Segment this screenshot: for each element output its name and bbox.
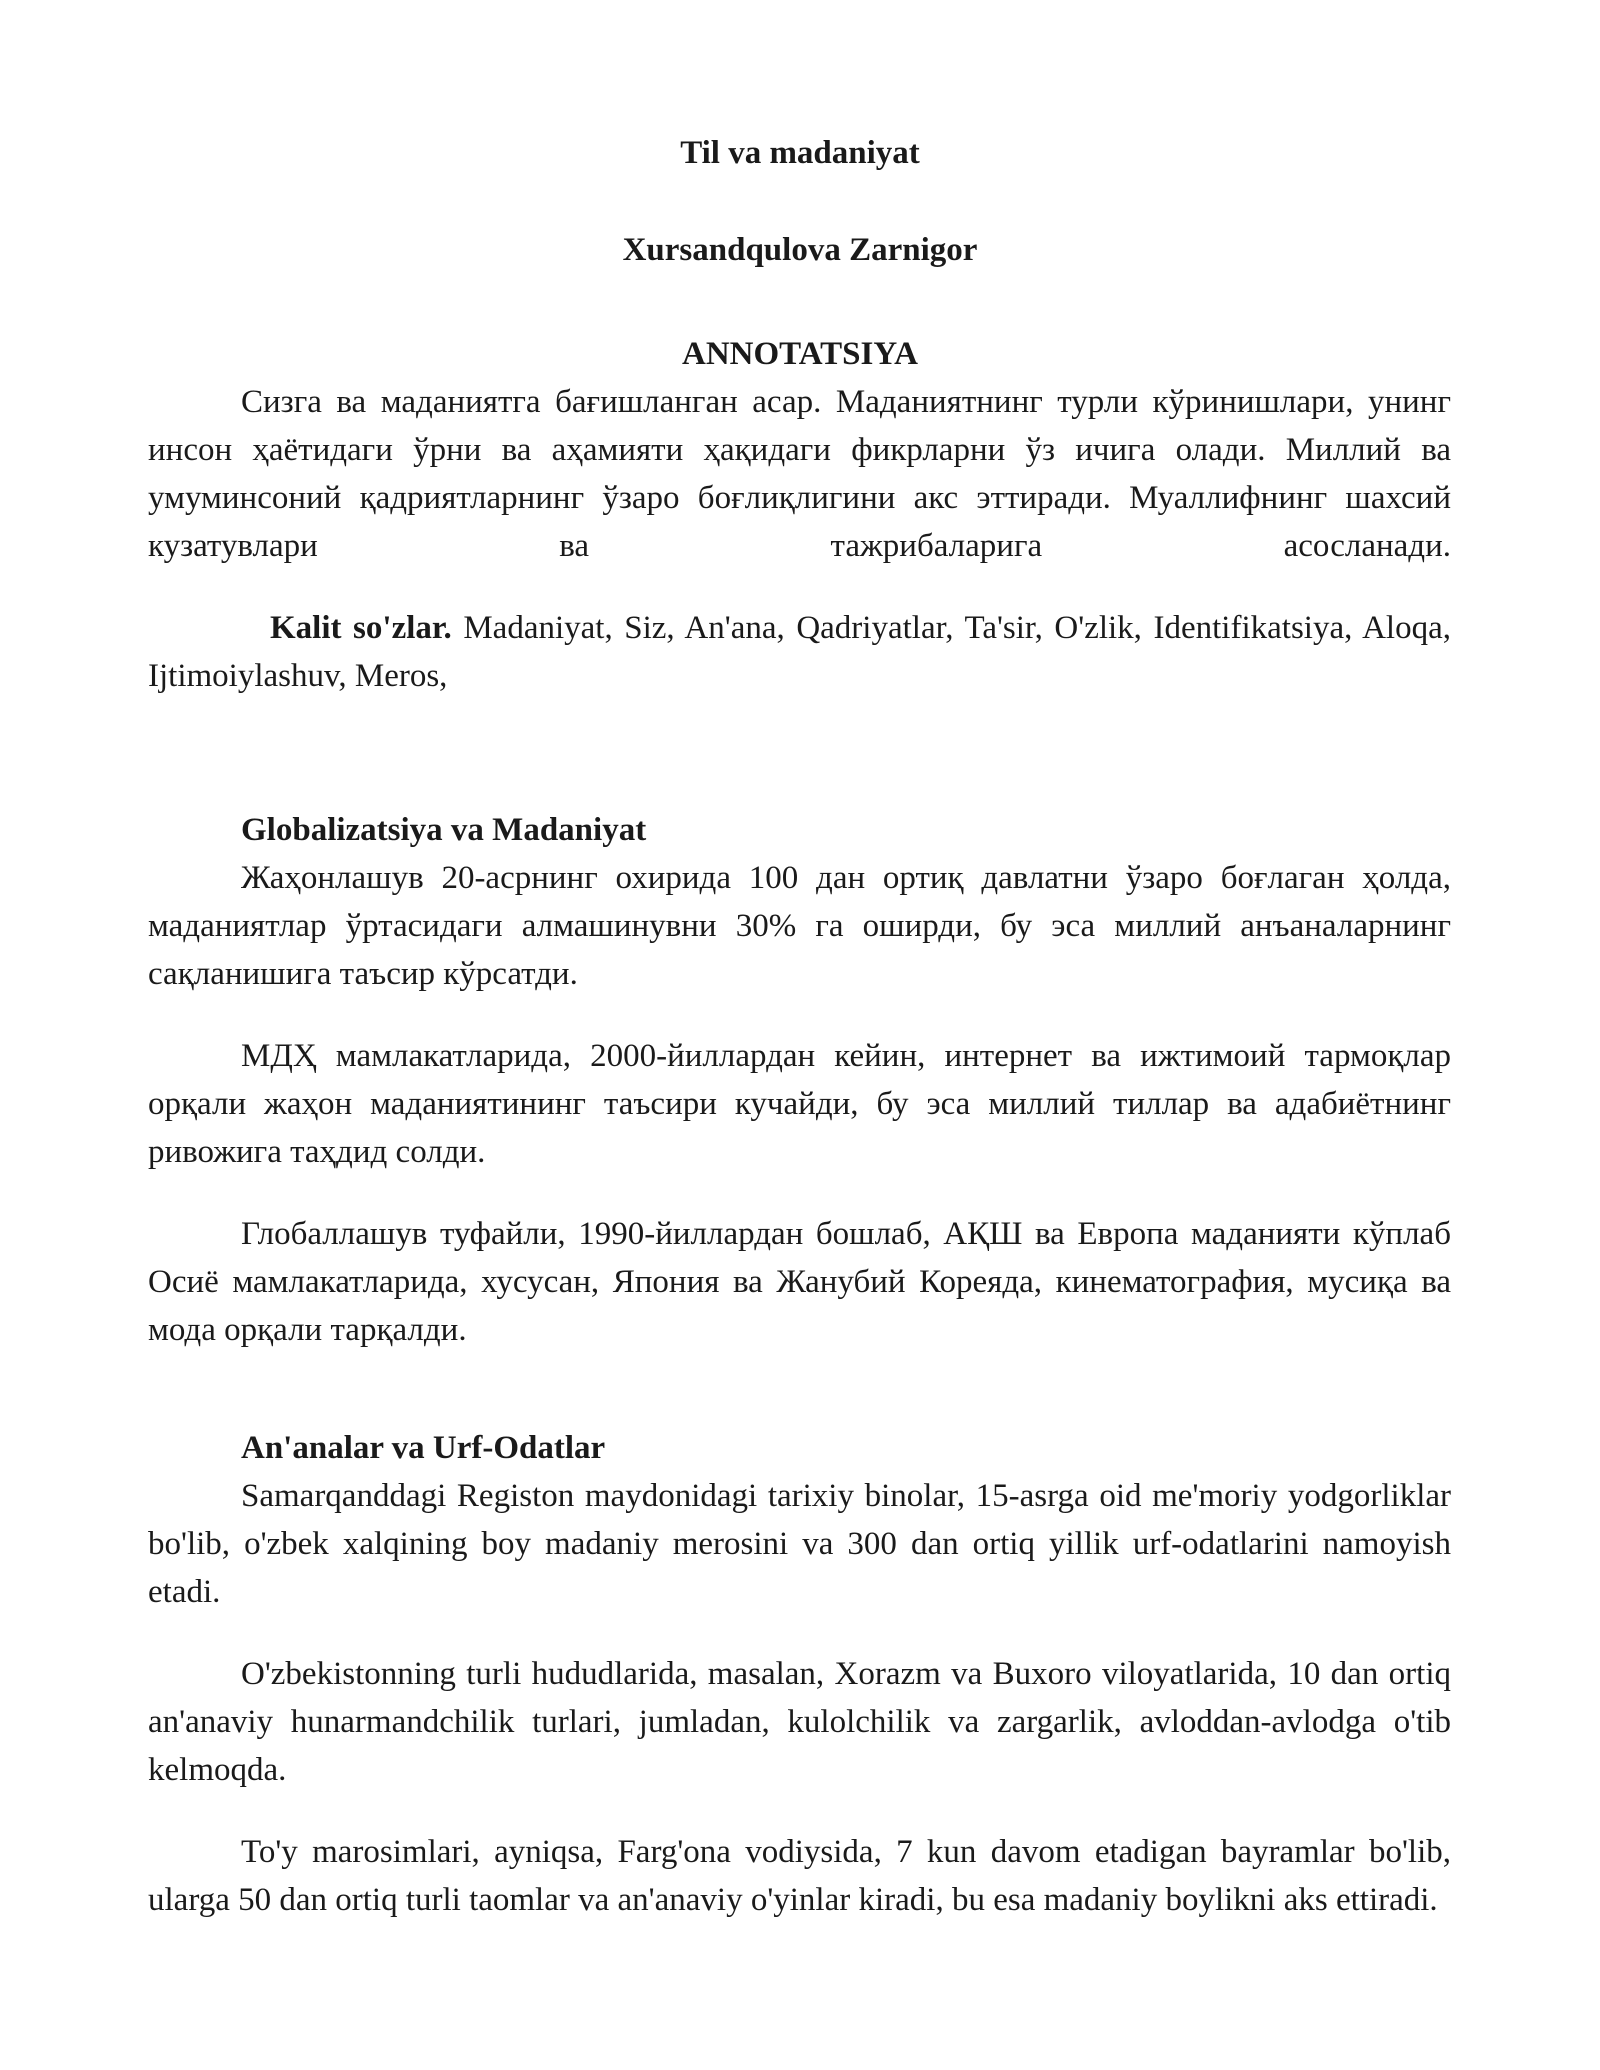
section-2-paragraph-1: Samarqanddagi Registon maydonidagi tarixiy binolar, 15-asrga oid me'moriy yodgorliklar bo'lib, o'zbek xalqining boy madaniy merosini va 300 dan ortiq yillik urf-odatlarini namoyish etadi.: [148, 1478, 1451, 1610]
section-2-paragraph-2: O'zbekistonning turli hududlarida, masalan, Xorazm va Buxoro viloyatlarida, 10 dan ortiq an'anaviy hunarmandchilik turlari, jumladan, kulolchilik va zargarlik, avloddan-avlodga o'tib kelmoqda.: [148, 1656, 1451, 1788]
abstract-text: Сизга ва маданиятга бағишланган асар. Маданиятнинг турли кўринишлари, унинг инсон ҳаётидаги ўрни ва аҳамияти ҳақидаги фикрларни ўз ичига олади. Миллий ва умуминсоний қадриятларнинг ўзаро боғлиқлигини акс эттиради. Муаллифнинг шахсий кузатувлари ва тажрибаларига асосланади.: [148, 384, 1451, 564]
keywords-text: Madaniyat, Siz, An'ana, Qadriyatlar, Ta'sir, O'zlik, Identifikatsiya, Aloqa, Ijtimoiylashuv, Meros,: [148, 610, 1451, 694]
section-heading-ananalar: An'analar va Urf-Odatlar: [241, 1430, 606, 1466]
section-1-paragraph-3: Глобаллашув туфайли, 1990-йиллардан бошлаб, АҚШ ва Европа маданияти кўплаб Осиё мамлакатларида, хусусан, Япония ва Жанубий Кореяда, кинематография, мусиқа ва мода орқали тарқалди.: [148, 1216, 1451, 1348]
section-2-paragraph-3: To'y marosimlari, ayniqsa, Farg'ona vodiysida, 7 kun davom etadigan bayramlar bo'lib, ularga 50 dan ortiq turli taomlar va an'anaviy o'yinlar kiradi, bu esa madaniy boylikni aks ettiradi.: [148, 1834, 1451, 1918]
abstract-heading: ANNOTATSIYA: [682, 336, 918, 372]
document-title: Til va madaniyat: [680, 135, 920, 171]
keywords-label: Kalit so'zlar.: [270, 610, 452, 646]
section-1-paragraph-2: МДҲ мамлакатларида, 2000-йиллардан кейин, интернет ва ижтимоий тармоқлар орқали жаҳон маданиятининг таъсири кучайди, бу эса миллий тиллар ва адабиётнинг ривожига таҳдид солди.: [148, 1038, 1451, 1170]
section-heading-globalizatsiya: Globalizatsiya va Madaniyat: [241, 812, 647, 848]
keywords-paragraph: [148, 604, 1451, 700]
document-author: Xursandqulova Zarnigor: [622, 232, 978, 268]
section-1-paragraph-1: Жаҳонлашув 20-асрнинг охирида 100 дан ортиқ давлатни ўзаро боғлаган ҳолда, маданиятлар ўртасидаги алмашинувни 30% га оширди, бу эса миллий анъаналарнинг сақланишига таъсир кўрсатди.: [148, 860, 1451, 992]
